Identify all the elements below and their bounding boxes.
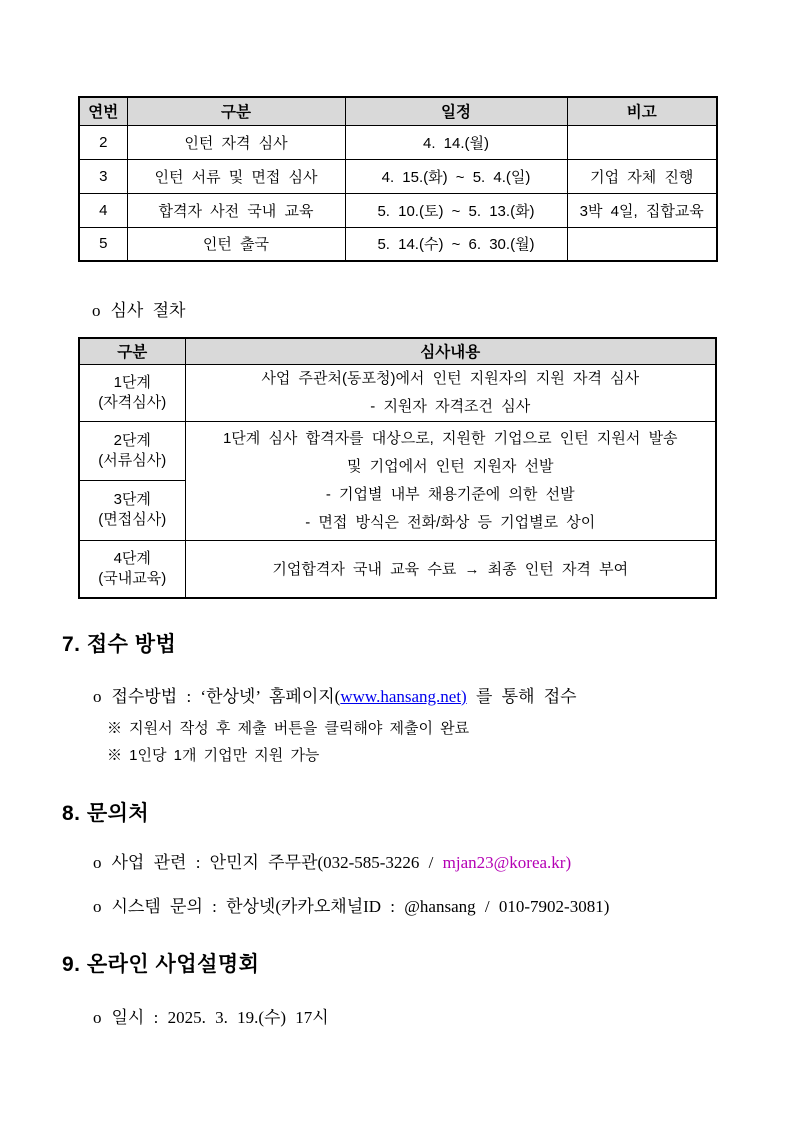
cell-category: 인턴 자격 심사 — [127, 125, 345, 159]
col-header-category: 구분 — [127, 97, 345, 125]
table-row — [79, 227, 717, 261]
stage1-subname: (자격심사) — [98, 393, 167, 411]
table-row — [79, 159, 717, 193]
cell-stage1-content — [185, 364, 716, 421]
section-8-heading: 8. 문의처 — [62, 802, 150, 825]
cell-stage3 — [79, 480, 185, 540]
stage2-subname: (서류심사) — [98, 451, 167, 469]
cell-note: 3박 4일, 집합교육 — [567, 193, 717, 227]
col-header-schedule: 일정 — [345, 97, 567, 125]
section-9-heading: 9. 온라인 사업설명회 — [62, 953, 260, 976]
bullet-marker: o — [93, 687, 102, 706]
stage23-content-line4: - 면접 방식은 전화/화상 등 기업별로 상이 — [305, 513, 596, 531]
stage1-content-line1: 사업 주관처(동포청)에서 인턴 지원자의 지원 자격 심사 — [261, 369, 640, 387]
stage23-content-line1: 1단계 심사 합격자를 대상으로, 지원한 기업으로 인턴 지원서 발송 — [222, 429, 678, 447]
bullet-marker: o — [92, 301, 101, 320]
cell-stage4 — [79, 540, 185, 598]
table-row — [79, 540, 716, 598]
contact-email-link[interactable]: mjan23@korea.kr) — [442, 853, 572, 872]
cell-note: 기업 자체 진행 — [567, 159, 717, 193]
system-contact-line — [93, 894, 793, 920]
cell-schedule: 4. 15.(화) ~ 5. 4.(일) — [345, 159, 567, 193]
cell-schedule: 4. 14.(월) — [345, 125, 567, 159]
stage23-content-line2: 및 기업에서 인턴 지원자 선발 — [346, 457, 554, 475]
application-method-line — [93, 684, 793, 710]
briefing-datetime-text: 일시 : 2025. 3. 19.(수) 17시 — [111, 1008, 329, 1027]
briefing-datetime-line — [93, 1005, 793, 1031]
cell-no: 5 — [79, 227, 127, 261]
table-row — [79, 193, 717, 227]
cell-category: 인턴 서류 및 면접 심사 — [127, 159, 345, 193]
cell-no: 2 — [79, 125, 127, 159]
system-contact-text: 시스템 문의 : 한상넷(카카오채널ID : @hansang / 010-7902-3081) — [111, 897, 610, 916]
review-procedure-table — [78, 337, 717, 599]
stage4-subname: (국내교육) — [98, 569, 167, 587]
cell-category: 합격자 사전 국내 교육 — [127, 193, 345, 227]
table-row — [79, 421, 716, 480]
stage1-content-line2: - 지원자 자격조건 심사 — [370, 397, 531, 415]
cell-schedule: 5. 10.(토) ~ 5. 13.(화) — [345, 193, 567, 227]
one-company-note: ※ 1인당 1개 기업만 지원 가능 — [107, 747, 320, 764]
col-header-content: 심사내용 — [185, 338, 716, 364]
cell-schedule: 5. 14.(수) ~ 6. 30.(월) — [345, 227, 567, 261]
section-7-heading: 7. 접수 방법 — [62, 633, 177, 656]
cell-stage1 — [79, 364, 185, 421]
application-method-suffix: 를 통해 접수 — [466, 687, 577, 706]
stage3-subname: (면접심사) — [98, 511, 167, 528]
review-procedure-label — [92, 296, 793, 321]
cell-note — [567, 227, 717, 261]
col-header-no: 연번 — [79, 97, 127, 125]
bullet-marker: o — [93, 897, 102, 916]
stage3-name: 3단계 — [113, 491, 151, 508]
col-header-stage: 구분 — [79, 338, 185, 364]
stage4-name: 4단계 — [113, 549, 151, 567]
review-procedure-label-text: 심사 절차 — [110, 301, 186, 320]
table-row — [79, 125, 717, 159]
cell-no: 4 — [79, 193, 127, 227]
table-row — [79, 364, 716, 421]
stage1-name: 1단계 — [113, 373, 151, 391]
business-contact-line — [93, 850, 793, 876]
cell-stage2 — [79, 421, 185, 480]
cell-no: 3 — [79, 159, 127, 193]
hansang-net-link[interactable]: www.hansang.net) — [340, 687, 467, 706]
stage2-name: 2단계 — [113, 431, 151, 449]
bullet-marker: o — [93, 1008, 102, 1027]
schedule-table-header-row — [79, 97, 717, 125]
application-method-prefix: 접수방법 : ‘한상넷’ 홈페이지( — [111, 687, 341, 706]
cell-category: 인턴 출국 — [127, 227, 345, 261]
col-header-note: 비고 — [567, 97, 717, 125]
review-table-header-row — [79, 338, 716, 364]
cell-note — [567, 125, 717, 159]
submit-note: ※ 지원서 작성 후 제출 버튼을 클릭해야 제출이 완료 — [107, 720, 470, 737]
schedule-table — [78, 96, 718, 262]
bullet-marker: o — [93, 853, 102, 872]
business-contact-prefix: 사업 관련 : 안민지 주무관(032-585-3226 / — [111, 853, 443, 872]
cell-stage23-content — [185, 421, 716, 540]
cell-stage4-content: 기업합격자 국내 교육 수료 → 최종 인턴 자격 부여 — [185, 540, 716, 598]
stage23-content-line3: - 기업별 내부 채용기준에 의한 선발 — [325, 485, 575, 503]
